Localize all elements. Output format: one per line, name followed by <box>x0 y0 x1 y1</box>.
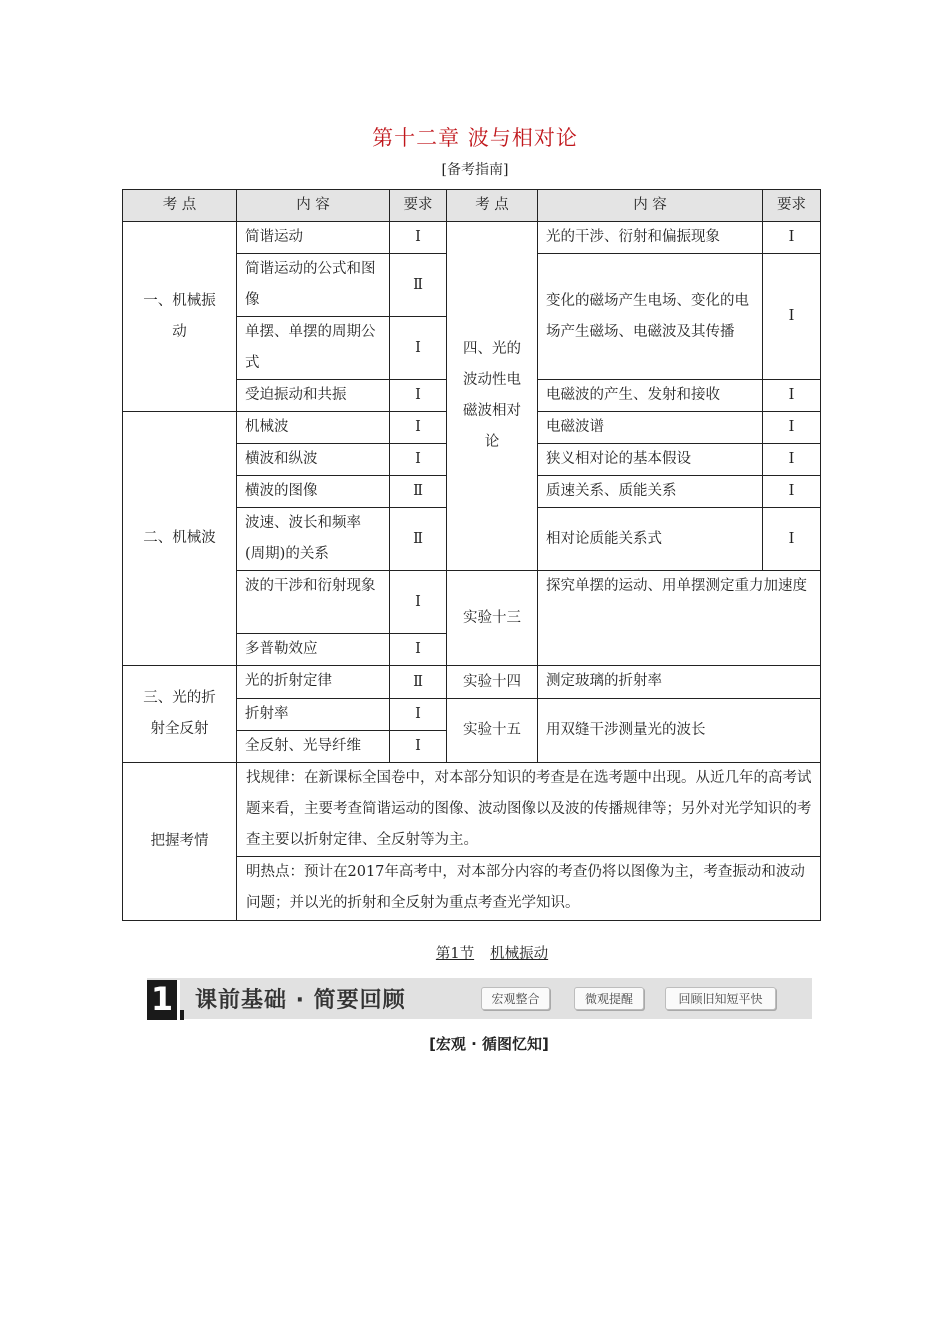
right-req-5: Ⅰ <box>763 444 821 476</box>
left-req-10: Ⅰ <box>390 634 447 666</box>
left-req-2: Ⅱ <box>390 254 447 317</box>
left-req-12: Ⅰ <box>390 699 447 731</box>
left-content-6: 横波和纵波 <box>237 444 390 476</box>
experiment-13-name: 实验十三 <box>447 571 538 666</box>
header-yaoqiu-right: 要求 <box>763 190 821 222</box>
group-mechanical-vibration: 一、机械振动 <box>123 222 237 412</box>
experiment-14-name: 实验十四 <box>447 666 538 699</box>
guide-subtitle: [备考指南] <box>441 162 509 178</box>
right-req-6: Ⅰ <box>763 476 821 508</box>
header-neirong-left: 内 容 <box>237 190 390 222</box>
lesson-banner <box>147 978 812 1019</box>
quick-review-button[interactable]: 回顾旧知短平快 <box>665 987 776 1010</box>
left-content-12: 折射率 <box>237 699 390 731</box>
exam-guide-table <box>122 189 821 921</box>
right-content-4: 电磁波谱 <box>538 412 763 444</box>
right-req-3: Ⅰ <box>763 380 821 412</box>
left-req-8: Ⅱ <box>390 508 447 571</box>
banner-badge-foot <box>180 1010 184 1020</box>
right-req-7: Ⅰ <box>763 508 821 571</box>
micro-reminder-button[interactable]: 微观提醒 <box>574 987 644 1010</box>
right-content-1: 光的干涉、衍射和偏振现象 <box>538 222 763 254</box>
experiment-13-content: 探究单摆的运动、用单摆测定重力加速度 <box>538 571 821 666</box>
left-content-13: 全反射、光导纤维 <box>237 731 390 763</box>
left-req-1: Ⅰ <box>390 222 447 254</box>
right-content-7: 相对论质能关系式 <box>538 508 763 571</box>
left-req-9: Ⅰ <box>390 571 447 634</box>
left-content-8: 波速、波长和频率(周期)的关系 <box>237 508 390 571</box>
left-req-13: Ⅰ <box>390 731 447 763</box>
left-req-6: Ⅰ <box>390 444 447 476</box>
right-content-2: 变化的磁场产生电场、变化的电场产生磁场、电磁波及其传播 <box>538 254 763 380</box>
left-req-11: Ⅱ <box>390 666 447 699</box>
left-content-5: 机械波 <box>237 412 390 444</box>
left-req-5: Ⅰ <box>390 412 447 444</box>
left-content-1: 简谐运动 <box>237 222 390 254</box>
header-neirong-right: 内 容 <box>538 190 763 222</box>
header-kaodian-right: 考 点 <box>447 190 538 222</box>
left-req-3: Ⅰ <box>390 317 447 380</box>
header-yaoqiu-left: 要求 <box>390 190 447 222</box>
left-req-7: Ⅱ <box>390 476 447 508</box>
experiment-15-content: 用双缝干涉测量光的波长 <box>538 699 821 763</box>
group-wave-optics-relativity: 四、光的波动性电磁波相对论 <box>447 222 538 571</box>
left-content-10: 多普勒效应 <box>237 634 390 666</box>
banner-title: 课前基础 · 简要回顾 <box>195 988 406 1013</box>
group-mechanical-wave: 二、机械波 <box>123 412 237 666</box>
left-content-3: 单摆、单摆的周期公式 <box>237 317 390 380</box>
banner-number-badge: 1 <box>147 980 180 1020</box>
summary-rule: 找规律：在新课标全国卷中，对本部分知识的考查是在选考题中出现。从近几年的高考试题来看，主要考查简谐运动的图像、波动图像以及波的传播规律等；另外对光学知识的考查主要以折射定律、全反射等为主。 <box>237 763 821 857</box>
sub-heading: [宏观 · 循图忆知] <box>429 1035 549 1053</box>
header-kaodian-left: 考 点 <box>123 190 237 222</box>
summary-hot: 明热点：预计在2017年高考中，对本部分内容的考查仍将以图像为主，考查振动和波动问题；并以光的折射和全反射为重点考查光学知识。 <box>237 857 821 921</box>
left-content-9: 波的干涉和衍射现象 <box>237 571 390 634</box>
right-content-6: 质速关系、质能关系 <box>538 476 763 508</box>
group-refraction-total-reflection: 三、光的折射全反射 <box>123 666 237 763</box>
left-content-7: 横波的图像 <box>237 476 390 508</box>
experiment-15-name: 实验十五 <box>447 699 538 763</box>
left-req-4: Ⅰ <box>390 380 447 412</box>
right-req-1: Ⅰ <box>763 222 821 254</box>
right-req-2: Ⅰ <box>763 254 821 380</box>
left-content-2: 简谐运动的公式和图像 <box>237 254 390 317</box>
left-content-4: 受迫振动和共振 <box>237 380 390 412</box>
macro-integration-button[interactable]: 宏观整合 <box>481 987 550 1010</box>
section-title <box>0 942 950 963</box>
chapter-title: 第十二章 波与相对论 <box>372 126 578 150</box>
experiment-14-content: 测定玻璃的折射率 <box>538 666 821 699</box>
right-req-4: Ⅰ <box>763 412 821 444</box>
right-content-3: 电磁波的产生、发射和接收 <box>538 380 763 412</box>
right-content-5: 狭义相对论的基本假设 <box>538 444 763 476</box>
left-content-11: 光的折射定律 <box>237 666 390 699</box>
group-summary: 把握考情 <box>123 763 237 921</box>
section-number: 第1节 <box>435 946 475 962</box>
section-name: 机械振动 <box>490 946 549 962</box>
